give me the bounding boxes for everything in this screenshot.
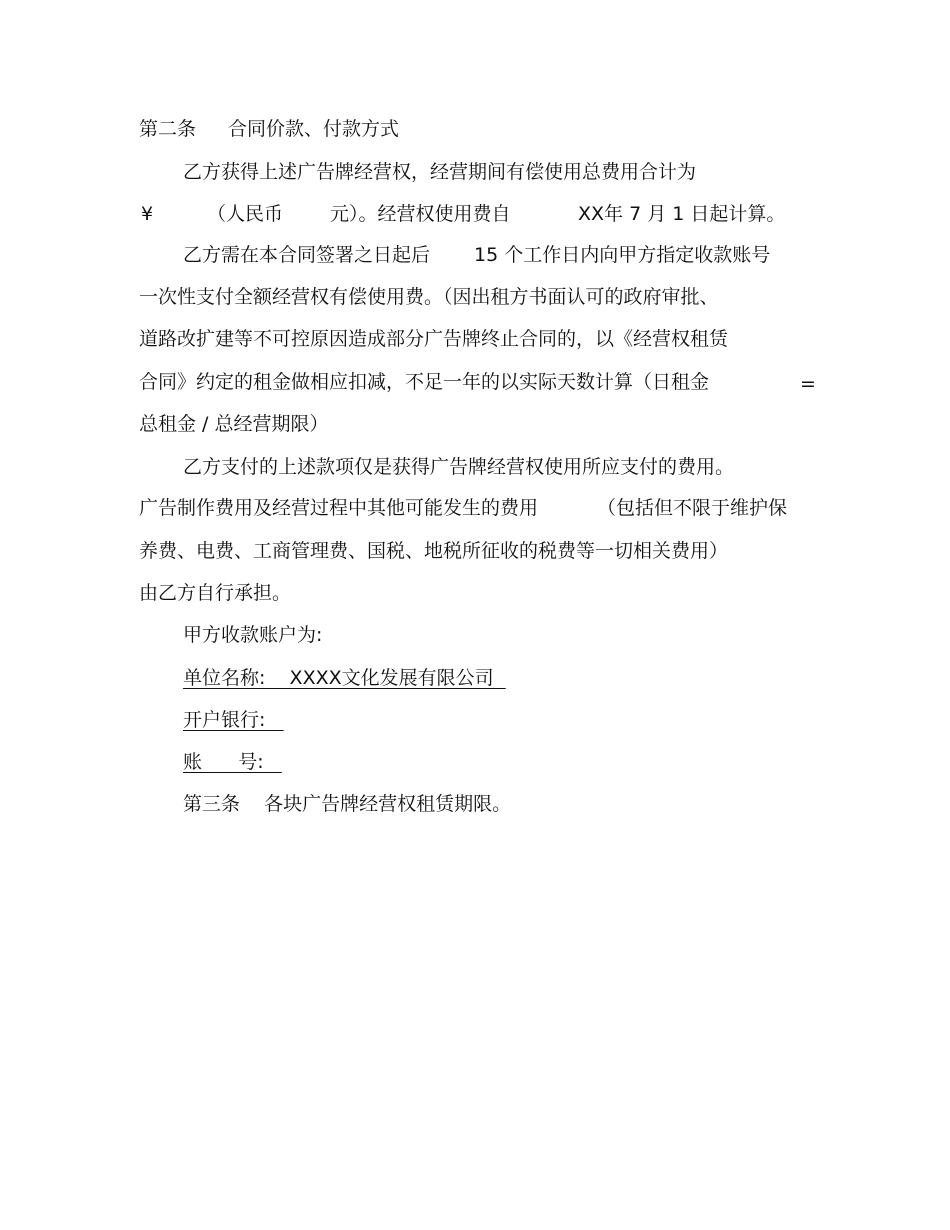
article2-p1-yuan: 元）。经营权使用费自 (330, 203, 511, 225)
article2-p3-line3: 养费、电费、工商管理费、国税、地税所征收的税费等一切相关费用） (139, 540, 729, 562)
account-intro: 甲方收款账户为: (183, 624, 323, 646)
article2-p1-yen: ¥ (141, 203, 154, 225)
article2-p2-line2: 一次性支付全额经营权有偿使用费。（因出租方书面认可的政府审批、 (139, 286, 719, 308)
article3-heading: 第三条 各块广告牌经营权租赁期限。 (183, 793, 512, 815)
article2-p3-line4: 由乙方自行承担。 (139, 582, 292, 604)
article2-p2-equals: = (800, 373, 816, 395)
article2-p2-line5: 总租金 / 总经营期限） (139, 413, 329, 435)
article2-heading-title: 合同价款、付款方式 (228, 118, 400, 140)
article2-p2-line3: 道路改扩建等不可控原因造成部分广告牌终止合同的，以《经营权租赁 (139, 328, 729, 350)
article2-p3-line1: 乙方支付的上述款项仅是获得广告牌经营权使用所应支付的费用。 (183, 456, 735, 478)
article2-p1-date: XX年 7 月 1 日起计算。 (578, 203, 786, 225)
article2-p1-currency: （人民币 (207, 203, 284, 225)
article2-p3-line2a: 广告制作费用及经营过程中其他可能发生的费用 (139, 497, 539, 519)
article2-p2-line4: 合同》约定的租金做相应扣减，不足一年的以实际天数计算（日租金 (139, 371, 710, 393)
article2-p2-line1b: 15 个工作日内向甲方指定收款账号 (474, 244, 771, 266)
article2-heading-number: 第二条 (139, 118, 197, 140)
account-number: 账 号: (183, 751, 282, 773)
account-unit-name: 单位名称: XXXX文化发展有限公司 (183, 667, 506, 689)
article2-p2-line1a: 乙方需在本合同签署之日起后 (183, 244, 431, 266)
article2-p1-line1: 乙方获得上述广告牌经营权，经营期间有偿使用总费用合计为 (183, 161, 697, 183)
article2-p3-line2b: （包括但不限于维护保 (597, 497, 788, 519)
account-bank: 开户银行: (183, 709, 284, 731)
